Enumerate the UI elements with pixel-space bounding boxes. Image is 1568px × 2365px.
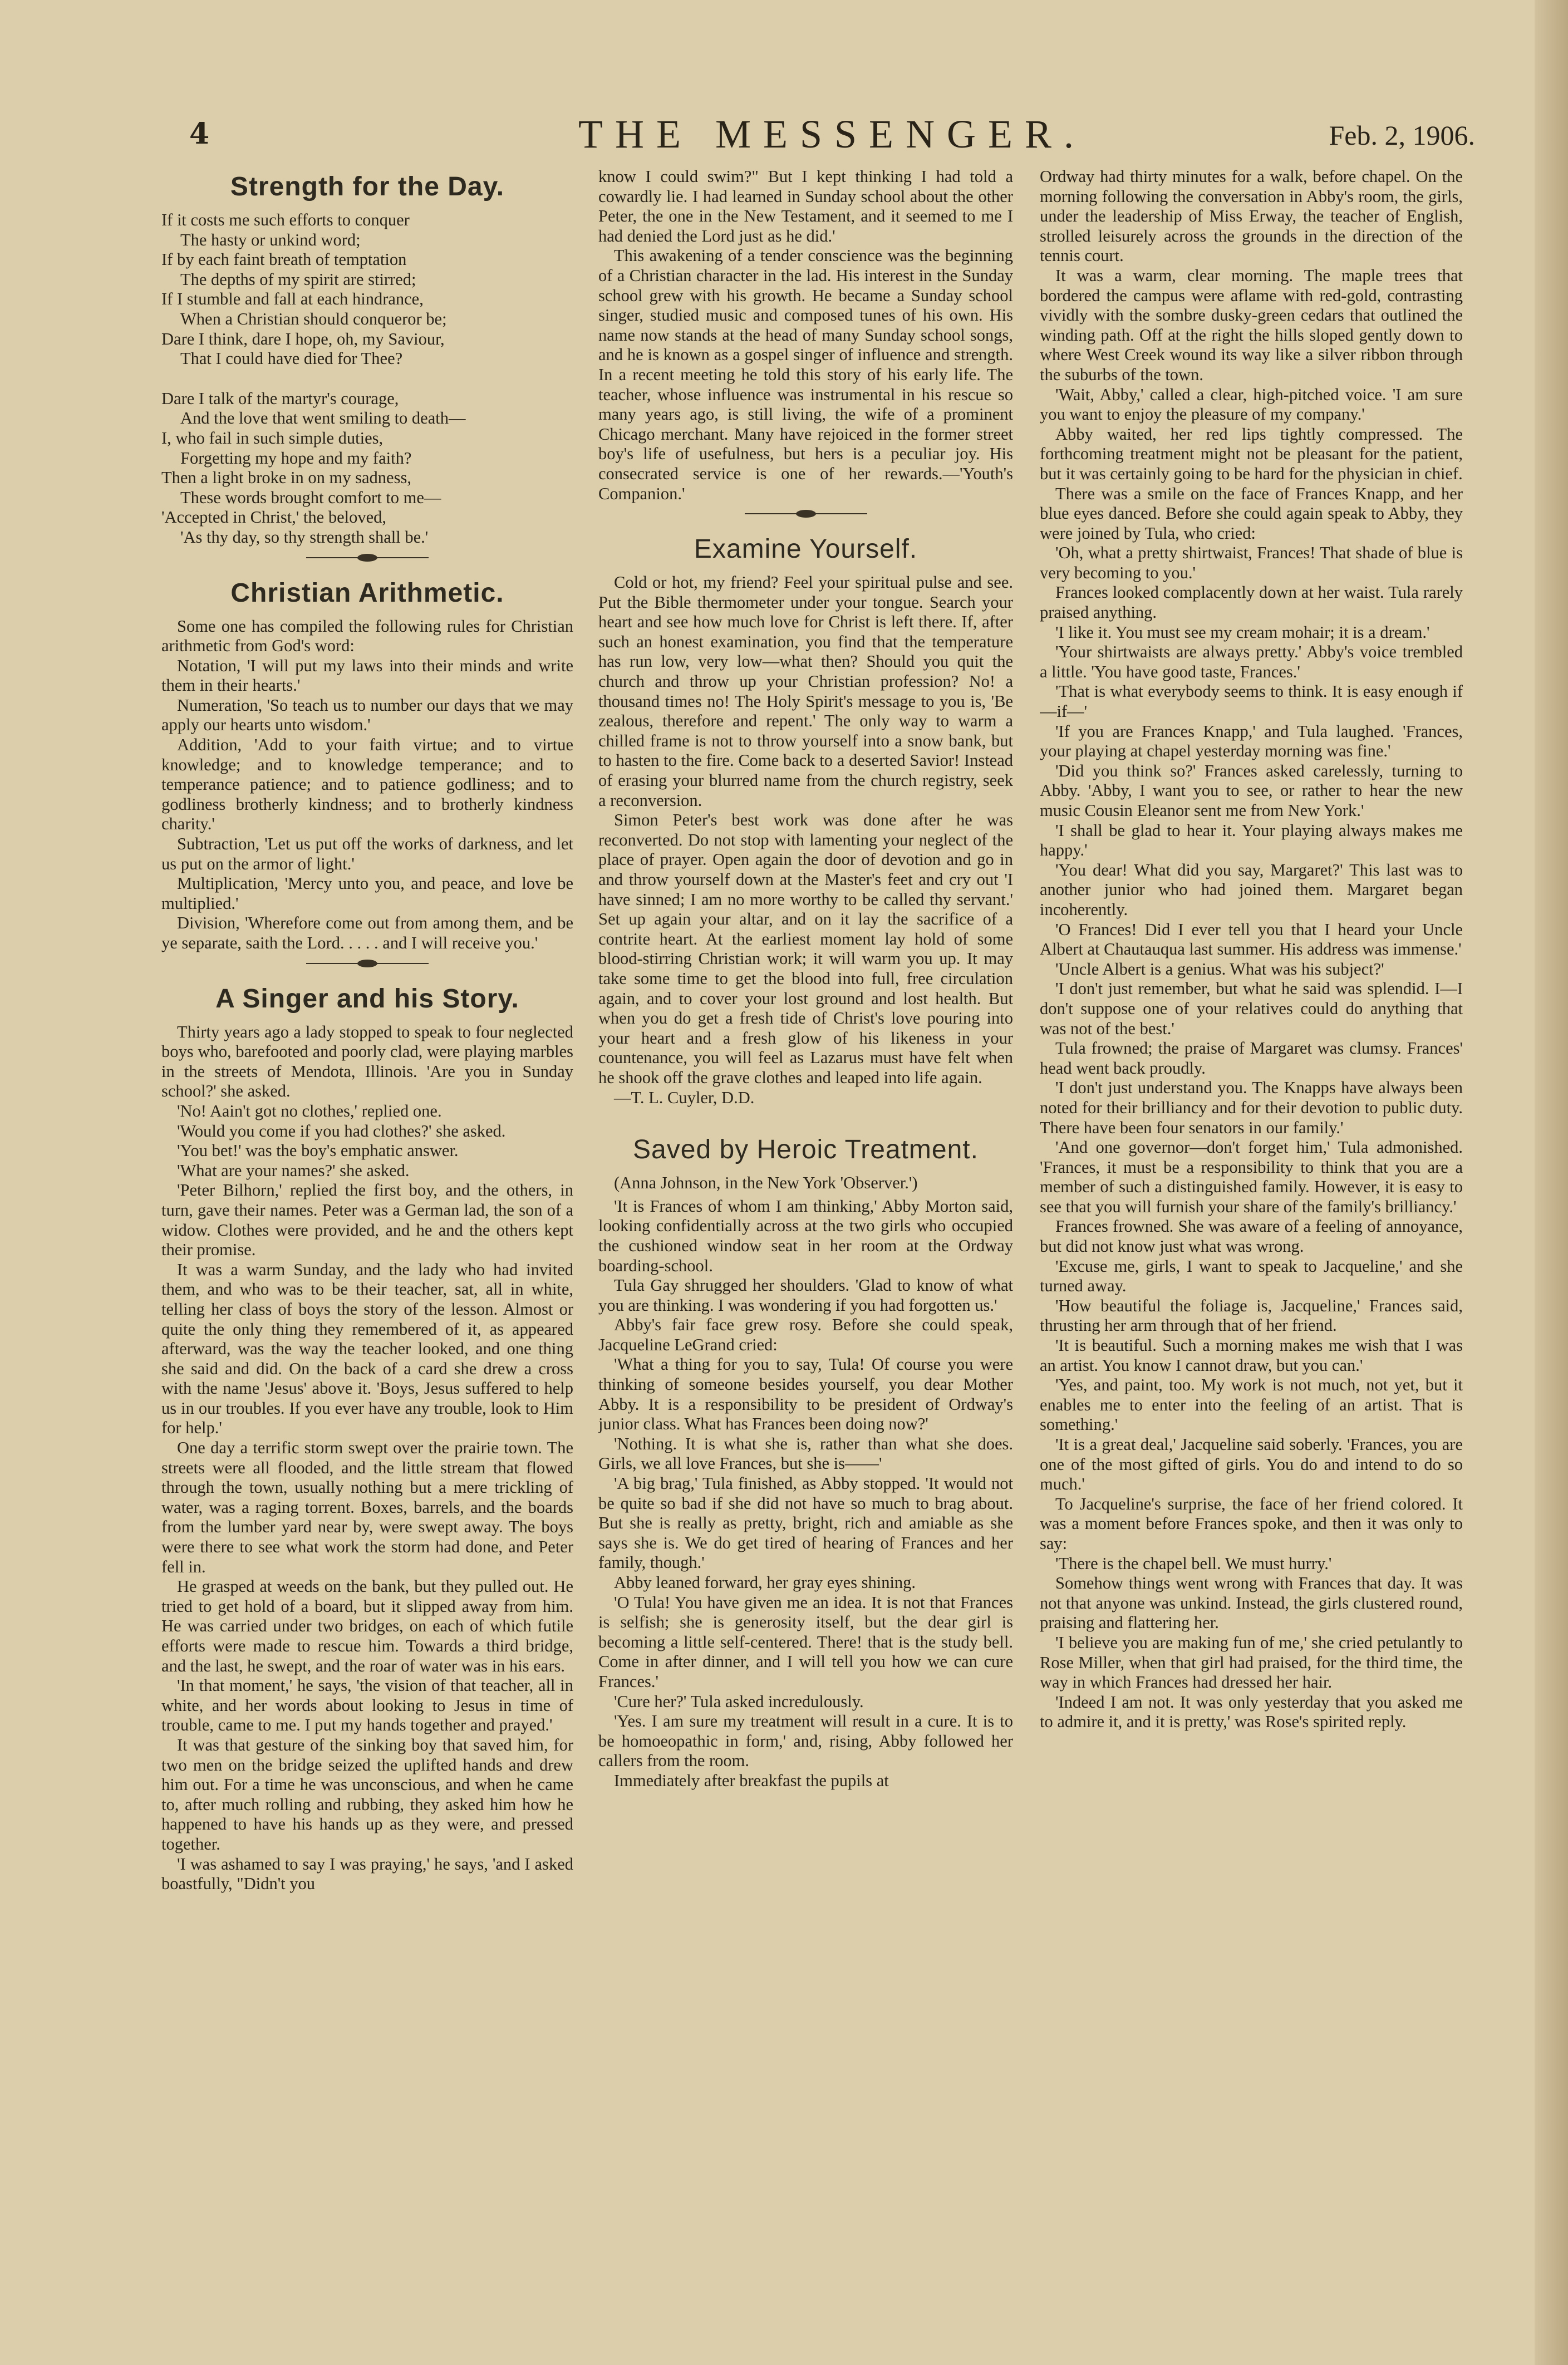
- paragraph: 'O Tula! You have given me an idea. It is not that Frances is selfish; she is generosity itself, but the dear girl is becoming a little self-centered. There! that is the study bell. Come in after dinner, and I will tell you how we can cure Frances.': [598, 1592, 1013, 1691]
- masthead-title: THE MESSENGER.: [578, 112, 1087, 156]
- examine-body: [598, 573, 1013, 1088]
- section-divider: [161, 957, 573, 979]
- paragraph: Somehow things went wrong with Frances that day. It was not that anyone was unkind. Instead, the girls clustered round, praising and flattering her.: [1040, 1574, 1463, 1633]
- paragraph: 'In that moment,' he says, 'the vision of that teacher, all in white, and her words about looking to Jesus in time of trouble, came to me. I put my hands together and prayed.': [161, 1676, 573, 1735]
- paragraph: 'Your shirtwaists are always pretty.' Abby's voice trembled a little. 'You have good taste, Frances.': [1040, 642, 1463, 681]
- paragraph: 'I don't just remember, but what he said was splendid. I—I don't suppose one of your relatives could do anything that was not of the best.': [1040, 979, 1463, 1038]
- paragraph: 'How beautiful the foliage is, Jacqueline,' Frances said, thrusting her arm through that of her friend.: [1040, 1296, 1463, 1335]
- paragraph: Division, 'Wherefore come out from among them, and be ye separate, saith the Lord. . . . . and I will receive you.': [161, 913, 573, 952]
- paragraph: Subtraction, 'Let us put off the works of darkness, and let us put on the armor of light.': [161, 834, 573, 873]
- paragraph: 'Yes. I am sure my treatment will result in a cure. It is to be homoeopathic in form,' and, rising, Abby followed her callers from the room.: [598, 1712, 1013, 1771]
- paragraph: 'No! Aain't got no clothes,' replied one.: [177, 1101, 442, 1120]
- paragraph: 'Did you think so?' Frances asked carelessly, turning to Abby. 'Abby, I want you to see, or rather to hear the new music Cousin Eleanor sent me from New York.': [1040, 761, 1463, 820]
- paragraph: Abby waited, her red lips tightly compressed. The forthcoming treatment might not be pleasant for the patient, but it was certainly going to be hard for the physician in chief.: [1040, 424, 1463, 483]
- paragraph: 'Indeed I am not. It was only yesterday that you asked me to admire it, and it is pretty,' was Rose's spirited reply.: [1040, 1692, 1463, 1732]
- saved-source: (Anna Johnson, in the New York 'Observer.'): [614, 1173, 918, 1193]
- paragraph: 'What a thing for you to say, Tula! Of course you were thinking of someone besides yourself, you dear Mother Abby. It is a responsibility to be president of Ordway's junior class. What has Frances been doing now?': [598, 1355, 1013, 1434]
- column-2: [598, 167, 1013, 2270]
- poem-title: Strength for the Day.: [230, 172, 505, 201]
- paragraph: 'And one governor—don't forget him,' Tula admonished. 'Frances, it must be a responsibility to think that you are a member of such a distinguished family. However, it is easy to see that you will furnish your share of the family's brilliancy.': [1040, 1138, 1463, 1216]
- poem-line: 'Accepted in Christ,' the beloved,: [161, 508, 386, 527]
- poem-line: That I could have died for Thee?: [180, 349, 403, 368]
- paragraph: 'Uncle Albert is a genius. What was his subject?': [1055, 959, 1384, 979]
- issue-date: Feb. 2, 1906.: [1329, 120, 1475, 151]
- poem-line: When a Christian should conqueror be;: [180, 309, 447, 328]
- paragraph: 'What are your names?' she asked.: [177, 1161, 410, 1180]
- poem-line: Forgetting my hope and my faith?: [180, 448, 412, 468]
- paragraph: Thirty years ago a lady stopped to speak to four neglected boys who, barefooted and poorly clad, were playing marbles in the streets of Mendota, Illinois. 'Are you in Sunday school?' she asked.: [161, 1022, 573, 1101]
- poem-line: Then a light broke in on my sadness,: [161, 468, 411, 488]
- paragraph: 'Would you come if you had clothes?' she asked.: [177, 1121, 506, 1140]
- paragraph: It was that gesture of the sinking boy that saved him, for two men on the bridge seized the uplifted hands and drew him out. For a time he was unconscious, and when he came to, after much rolling and rubbing, they asked him how he happened to have his hands up as they were, and pressed together.: [161, 1735, 573, 1853]
- paragraph: 'I was ashamed to say I was praying,' he says, 'and I asked boastfully, "Didn't you: [161, 1854, 573, 1894]
- paragraph: Addition, 'Add to your faith virtue; and to virtue knowledge; and to knowledge temperance; and to temperance patience; and to patience godliness; and to godliness brotherly kindness; and to brotherly kindness charity.': [161, 735, 573, 834]
- paragraph: 'Nothing. It is what she is, rather than what she does. Girls, we all love Frances, but she is——': [598, 1434, 1013, 1473]
- paragraph: Tula frowned; the praise of Margaret was clumsy. Frances' head went back proudly.: [1040, 1039, 1463, 1078]
- paragraph: 'Yes, and paint, too. My work is not much, not yet, but it enables me to enter into the feeling of an artist. That is something.': [1040, 1375, 1463, 1434]
- paragraph: To Jacqueline's surprise, the face of her friend colored. It was a moment before Frances spoke, and then it was only to say:: [1040, 1494, 1463, 1553]
- paragraph: Simon Peter's best work was done after he was reconverted. Do not stop with lamenting your neglect of the place of prayer. Open again the door of devotion and go in and throw yourself down at the Master's feet and cry out 'I have sinned; I am no more worthy to be called thy servant.' Set up again your altar, and on it lay the sacrifice of a contrite heart. At the earliest moment lay hold of some blood-stirring Christian work; it will warm you up. It may take some time to get the blood into full, free circulation again, and to cover your lost ground and lost health. But when you do get a fresh tide of Christ's love pouring into your heart and a fresh glow of his likeness in your countenance, you will feel as Lazarus must have felt when he shook off the grave clothes and leaped into life again.: [598, 810, 1013, 1087]
- saved-continued: [1040, 167, 1463, 1732]
- paragraph: Notation, 'I will put my laws into their minds and write them in their hearts.': [161, 656, 573, 695]
- paragraph: 'Wait, Abby,' called a clear, high-pitched voice. 'I am sure you want to enjoy the pleasure of my company.': [1040, 385, 1463, 424]
- singer-continued: [598, 167, 1013, 504]
- section-divider: [161, 551, 573, 573]
- paragraph: Ordway had thirty minutes for a walk, before chapel. On the morning following the conversation in Abby's room, the girls, under the leadership of Miss Erway, the teacher of English, strolled leisurely across the grounds in the direction of the tennis court.: [1040, 167, 1463, 265]
- paragraph: 'Excuse me, girls, I want to speak to Jacqueline,' and she turned away.: [1040, 1256, 1463, 1296]
- paragraph: He grasped at weeds on the bank, but they pulled out. He tried to get hold of a board, but it slipped away from him. He was carried under two bridges, on each of which futile efforts were made to rescue him. Towards a third bridge, and the last, he swept, and the roar of water was in his ears.: [161, 1577, 573, 1675]
- paragraph: 'I believe you are making fun of me,' she cried petulantly to Rose Miller, when that girl had praised, for the third time, the way in which Frances had dressed her hair.: [1040, 1633, 1463, 1692]
- paragraph: This awakening of a tender conscience was the beginning of a Christian character in the lad. His interest in the Sunday school grew with his growth. He became a Sunday school singer, studied music and composed tunes of his own. His name now stands at the head of many Sunday school songs, and he is known as a gospel singer of influence and strength. In a recent meeting he told this story of his early life. The teacher, whose influence was instrumental in his rescue so many years ago, is still living, the wife of a prominent Chicago merchant. Many have rejoiced in the former street boy's life of usefulness, but hers is a peculiar joy. His consecrated service is one of her rewards.—'Youth's Companion.': [598, 246, 1013, 503]
- page-number: 4: [189, 117, 210, 151]
- singer-title: A Singer and his Story.: [215, 984, 519, 1014]
- column-3: [1040, 167, 1463, 2270]
- poem-line: These words brought comfort to me—: [180, 488, 441, 507]
- paragraph: It was a warm Sunday, and the lady who had invited them, and who was to be their teacher, sat, all in white, telling her class of boys the story of the lesson. Almost or quite the only thing they remembered of it, as appeared afterward, was the way the teacher looked, and one thing she said and did. On the back of a card she drew a cross with the name 'Jesus' above it. 'Boys, Jesus suffered to help us in our troubles. If you ever have any trouble, look to Him for help.': [161, 1260, 573, 1438]
- paragraph: Some one has compiled the following rules for Christian arithmetic from God's word:: [161, 616, 573, 656]
- poem-line: If it costs me such efforts to conquer: [161, 210, 410, 229]
- paragraph: Multiplication, 'Mercy unto you, and peace, and love be multiplied.': [161, 874, 573, 913]
- paragraph: 'O Frances! Did I ever tell you that I heard your Uncle Albert at Chautauqua last summer. His address was immense.': [1040, 920, 1463, 959]
- paragraph: One day a terrific storm swept over the prairie town. The streets were all flooded, and the little stream that flowed through the town, usually nothing but a mere trickling of water, was a raging torrent. Boxes, barrels, and the boards from the lumber yard near by, were swept away. The boys were there to see what work the storm had done, and Peter fell in.: [161, 1438, 573, 1576]
- paragraph: 'It is a great deal,' Jacqueline said soberly. 'Frances, you are one of the most gifted of girls. You do and intend to do so much.': [1040, 1435, 1463, 1494]
- arith-body: [161, 617, 573, 953]
- poem-line: I, who fail in such simple duties,: [161, 428, 384, 448]
- paragraph: 'I don't just understand you. The Knapps have always been noted for their brilliancy and for their devotion to public duty. There have been four senators in our family.': [1040, 1078, 1463, 1137]
- paragraph: 'Peter Bilhorn,' replied the first boy, and the others, in turn, gave their names. Peter was a German lad, the son of a widow. Clothes were provided, and he and the others kept their promise.: [161, 1181, 573, 1260]
- paragraph: It was a warm, clear morning. The maple trees that bordered the campus were aflame with red-gold, contrasting vividly with the sombre dusky-green cedars that outlined the winding path. Off at the right the hills sloped gently down to where West Creek wound its way like a silver ribbon through the suburbs of the town.: [1040, 265, 1463, 384]
- poem-body: [161, 210, 573, 548]
- paragraph: Abby leaned forward, her gray eyes shining.: [614, 1573, 916, 1592]
- paragraph: 'It is Frances of whom I am thinking,' Abby Morton said, looking confidentially across at the two girls who occupied the cushioned window seat in her room at the Ordway boarding-school.: [598, 1196, 1013, 1275]
- poem-line: If by each faint breath of temptation: [161, 250, 407, 269]
- paragraph: 'Oh, what a pretty shirtwaist, Frances! That shade of blue is very becoming to you.': [1040, 543, 1463, 582]
- stanza-break: [161, 369, 573, 389]
- paragraph: Cold or hot, my friend? Feel your spiritual pulse and see. Put the Bible thermometer under your tongue. Search your heart and see how much love for Christ is left there. If, after such an honest examination, you find that the temperature has run low, very low—what then? Should you quit the church and throw up your Christian profession? No! a thousand times no! The Holy Spirit's message to you is, 'Be zealous, therefore and repent.' The only way to warm a chilled frame is not to throw yourself into a snow bank, but to hasten to the fire. Come back to a deserted Savior! Instead of erasing your blurred name from the church registry, seek a reconversion.: [598, 573, 1013, 810]
- paragraph: 'It is beautiful. Such a morning makes me wish that I was an artist. You know I cannot draw, but you can.': [1040, 1336, 1463, 1375]
- paragraph: 'You dear! What did you say, Margaret?' This last was to another junior who had joined them. Margaret began incoherently.: [1040, 860, 1463, 919]
- paragraph: Frances looked complacently down at her waist. Tula rarely praised anything.: [1040, 583, 1463, 622]
- saved-title: Saved by Heroic Treatment.: [633, 1135, 979, 1165]
- paragraph: Tula Gay shrugged her shoulders. 'Glad to know of what you are thinking. I was wondering if you had forgotten us.': [598, 1276, 1013, 1315]
- paragraph: Numeration, 'So teach us to number our days that we may apply our hearts unto wisdom.': [161, 695, 573, 735]
- page-edge-shadow: [1535, 0, 1568, 2365]
- arith-title: Christian Arithmetic.: [230, 578, 504, 608]
- paragraph: know I could swim?" But I kept thinking I had told a cowardly lie. I had learned in Sunday school about the other Peter, the one in the New Testament, and it seemed to me I had denied the Lord just as he did.': [598, 167, 1013, 245]
- examine-byline: —T. L. Cuyler, D.D.: [614, 1088, 755, 1107]
- paragraph: Abby's fair face grew rosy. Before she could speak, Jacqueline LeGrand cried:: [598, 1315, 1013, 1354]
- paragraph: 'A big brag,' Tula finished, as Abby stopped. 'It would not be quite so bad if she did not have so much to brag about. But she is really as pretty, bright, rich and amiable as she says she is. We do get tired of hearing of Frances and her family, though.': [598, 1474, 1013, 1572]
- poem-line: The hasty or unkind word;: [180, 230, 361, 249]
- poem-line: If I stumble and fall at each hindrance,: [161, 289, 424, 309]
- paragraph: 'That is what everybody seems to think. It is easy enough if—if—': [1040, 682, 1463, 721]
- poem-line: 'As thy day, so thy strength shall be.': [180, 527, 429, 547]
- poem-line: The depths of my spirit are stirred;: [180, 269, 416, 289]
- saved-body: [598, 1197, 1013, 1791]
- examine-title: Examine Yourself.: [694, 534, 918, 564]
- paragraph: 'Cure her?' Tula asked incredulously.: [614, 1692, 864, 1711]
- column-1: [161, 167, 573, 2270]
- poem-line: Dare I talk of the martyr's courage,: [161, 389, 399, 408]
- paragraph: Immediately after breakfast the pupils at: [614, 1771, 889, 1790]
- poem-line: And the love that went smiling to death—: [180, 409, 466, 428]
- paragraph: 'I shall be glad to hear it. Your playing always makes me happy.': [1040, 820, 1463, 860]
- paragraph: 'You bet!' was the boy's emphatic answer.: [177, 1141, 459, 1161]
- singer-body: [161, 1022, 573, 1894]
- paragraph: Frances frowned. She was aware of a feeling of annoyance, but did not know just what was wrong.: [1040, 1217, 1463, 1256]
- paragraph: 'I like it. You must see my cream mohair; it is a dream.': [1055, 622, 1430, 642]
- paragraph: 'If you are Frances Knapp,' and Tula laughed. 'Frances, your playing at chapel yesterday morning was fine.': [1040, 721, 1463, 761]
- paragraph: There was a smile on the face of Frances Knapp, and her blue eyes danced. Before she could again speak to Abby, they were joined by Tula, who cried:: [1040, 484, 1463, 543]
- paragraph: 'There is the chapel bell. We must hurry.': [1055, 1553, 1332, 1573]
- page-header: [189, 106, 1475, 167]
- poem-line: Dare I think, dare I hope, oh, my Saviour,: [161, 329, 445, 348]
- section-divider: [598, 507, 1013, 529]
